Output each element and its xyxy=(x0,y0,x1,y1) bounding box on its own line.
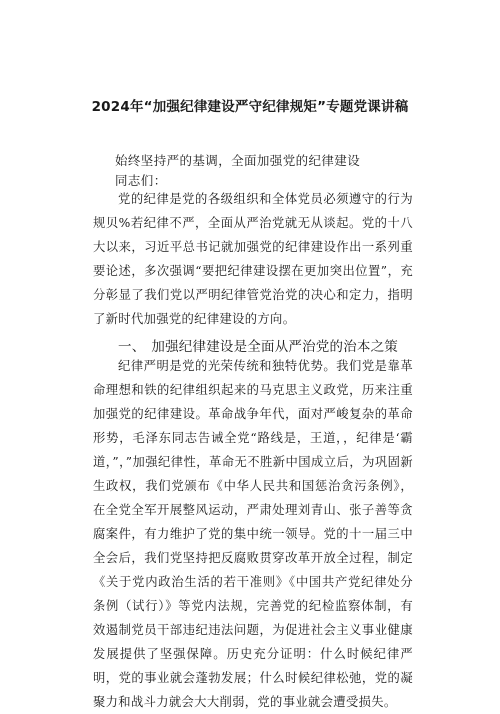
section-heading-text: 加强纪律建设是全面从严治党的治本之策 xyxy=(151,339,399,355)
document-title: 2024年“加强纪律建设严守纪律规矩”专题党课讲稿 xyxy=(91,99,409,115)
salutation: 同志们： xyxy=(115,173,167,188)
paragraph-intro: 党的纪律是党的各级组织和全体党员必须遵守的行为规贝%若纪律不严，全面从严治党就无从谈起。党的十八大以来，习近平总书记就加强党的纪律建设作出一系列重要论述，多次强调“要把纪律建设摆在更加突出位置”，充分彰显了我们党以严明纪律管党治党的决心和定力，指明了新时代加强党的纪律建设的方向。 xyxy=(93,192,413,326)
section-heading xyxy=(118,335,404,355)
document-subtitle: 始终坚持严的基调，全面加强党的纪律建设 xyxy=(115,153,361,168)
paragraph-section-1: 纪律严明是党的光荣传统和独特优势。我们党是靠革命理想和铁的纪律组织起来的马克思主义政党，历来注重加强党的纪律建设。革命战争年代，面对严峻复杂的革命形势，毛泽东同志告诫全党“路线是，王道，，纪律是‘霸道，”，”加强纪律性，革命无不胜新中国成立后，为巩固新生政权，我们党颁布《中华人民共和国惩治贪污条例》，在全党全军开展整风运动，严肃处理刘青山、张子善等贪腐案件，有力维护了党的集中统一领导。党的十一届三中全会后，我们党坚持把反腐败贯穿改革开放全过程，制定《关于党内政治生活的若干准则》《中国共产党纪律处分条例（试行）》等党内法规，完善党的纪检监察体制，有效遏制党员干部违纪违法问题，为促进社会主义事业健康发展提供了坚强保障。历史充分证明：什么时候纪律严明，党的事业就会蓬勃发展；什么时候纪律松弛，党的凝聚力和战斗力就会大大削弱，党的事业就会遭受损失。 xyxy=(93,359,413,709)
section-number: 一、 xyxy=(118,339,146,355)
